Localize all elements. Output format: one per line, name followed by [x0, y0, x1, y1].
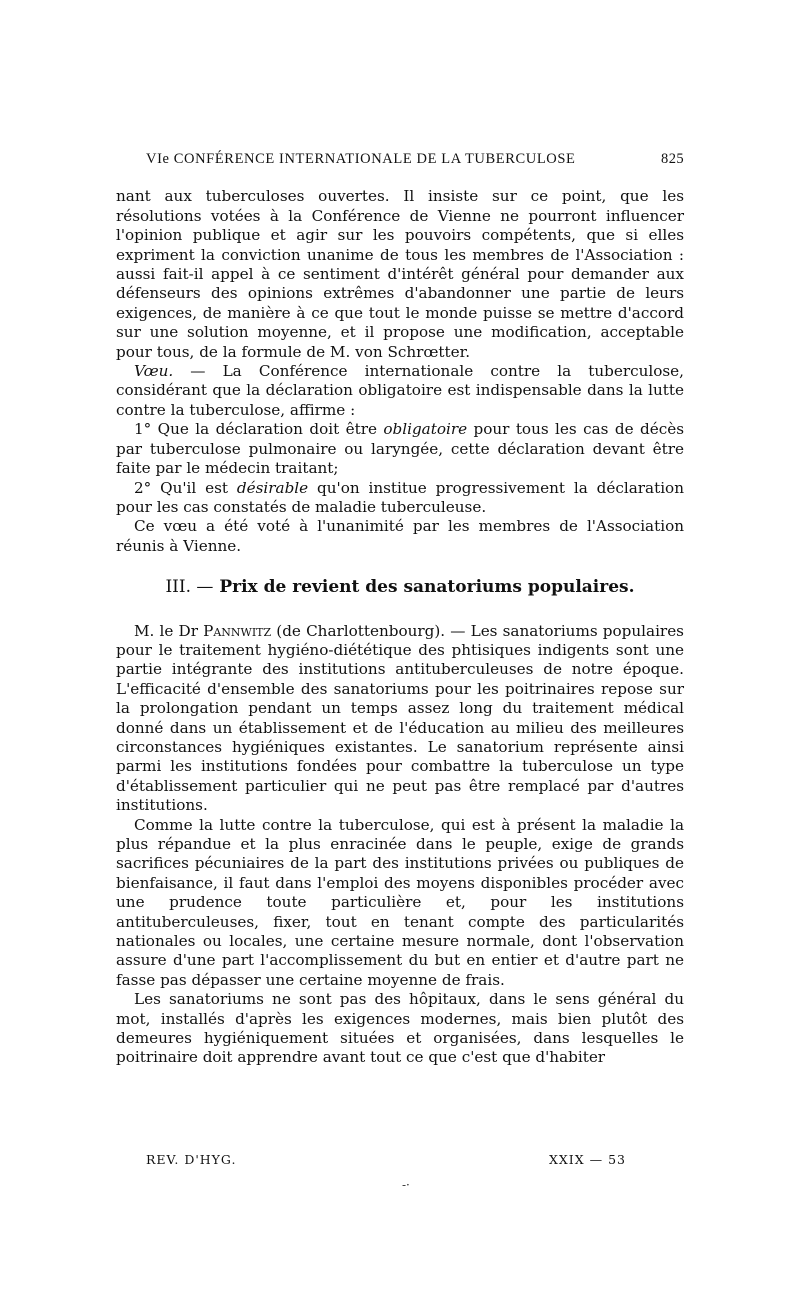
- item-1-text-start: Que la déclaration doit être: [151, 420, 384, 439]
- speaker-name: Pannwitz: [203, 621, 272, 640]
- paragraph-sanatoriums: Les sanatoriums ne sont pas des hôpitaux, dans le sens général du mot, installés d'après les exigences modernes, mais bien plutôt des demeures hygiéniquement situées et organisées, dans lesquelles le poitrinaire doit apprendre avant tout ce que c'est que d'habiter: [116, 990, 684, 1067]
- item-2-number: 2°: [134, 478, 152, 497]
- voeu-item-1: [116, 420, 684, 478]
- vote-paragraph: Ce vœu a été voté à l'unanimité par les membres de l'Association réunis à Vienne.: [116, 517, 684, 555]
- section-number: III. —: [165, 577, 214, 598]
- voeu-item-2: [116, 479, 684, 518]
- running-head: [146, 150, 684, 169]
- section-heading: [116, 578, 684, 597]
- footer-signature: XXIX — 53: [549, 1152, 626, 1167]
- voeu-text: — La Conférence internationale contre la tuberculose, considérant que la déclaration obligatoire est indispensable dans la lutte contre la tuberculose, affirme :: [116, 362, 684, 419]
- paragraph-pannwitz: [116, 622, 684, 816]
- running-title: VIe CONFÉRENCE INTERNATIONALE DE LA TUBERCULOSE: [146, 151, 576, 167]
- voeu-label: Vœu.: [134, 362, 174, 381]
- paragraph-pannwitz-text: (de Charlottenbourg). — Les sanatoriums populaires pour le traitement hygiéno-diététique des phtisiques indigents sont une partie intégrante des institutions antituberculeuses de notre époque. L'efficacité d'ensemble des sanatoriums pour les poitrinaires repose sur la prolongation pendant un temps assez long du traitement médical donné dans un établissement et de l'éducation au milieu des meilleures circonstances hygiéniques existantes. Le sanatorium représente ainsi parmi les institutions fondées pour combattre la tuberculose un type d'établissement particulier qui ne peut pas être remplacé par d'autres institutions.: [116, 621, 684, 815]
- item-2-emphasis: désirable: [236, 478, 309, 497]
- printer-mark: -·: [402, 1178, 410, 1192]
- item-1-emphasis: obligatoire: [383, 420, 468, 439]
- page-number: 825: [661, 151, 684, 167]
- speaker-prefix: M. le Dr: [134, 621, 204, 640]
- page-footer: [146, 1152, 626, 1167]
- section-title: Prix de revient des sanatoriums populaires.: [213, 577, 635, 598]
- paragraph-continuation: nant aux tuberculoses ouvertes. Il insiste sur ce point, que les résolutions votées à la Conférence de Vienne ne pourront influencer l'opinion publique et agir sur les pouvoirs compétents, que si elles expriment la conviction unanime de tous les membres de l'Association : aussi fait-il appel à ce sentiment d'intérêt général pour demander aux défenseurs des opinions extrêmes d'abandonner une partie de leurs exigences, de manière à ce que tout le monde puisse se mettre d'accord sur une solution moyenne, et il propose une modification, acceptable pour tous, de la formule de M. von Schrœtter.: [116, 187, 684, 361]
- paragraph-lutte: Comme la lutte contre la tuberculose, qui est à présent la maladie la plus répandue et la plus enracinée dans le peuple, exige de grands sacrifices pécuniaires de la part des institutions privées ou publiques de bienfaisance, il faut dans l'emploi des moyens disponibles procéder avec une prudence toute particulière et, pour les institutions antituberculeuses, fixer, tout en tenant compte des particularités nationales ou locales, une certaine mesure normale, dont l'observation assure d'une part l'accomplissement du but en entier et d'autre part ne fasse pas dépasser une certaine moyenne de frais.: [116, 815, 684, 989]
- item-1-text-end: pour tous les cas de décès par tuberculose pulmonaire ou laryngée, cette déclaration devant être faite par le médecin traitant;: [116, 420, 684, 478]
- page-content: [116, 150, 684, 1068]
- footer-journal: REV. D'HYG.: [146, 1152, 237, 1167]
- item-2-text-end: qu'on institue progressivement la déclaration pour les cas constatés de maladie tuberculeuse.: [116, 478, 684, 516]
- voeu-paragraph: [116, 362, 684, 420]
- item-1-number: 1°: [134, 420, 152, 439]
- item-2-text-start: Qu'il est: [151, 478, 237, 497]
